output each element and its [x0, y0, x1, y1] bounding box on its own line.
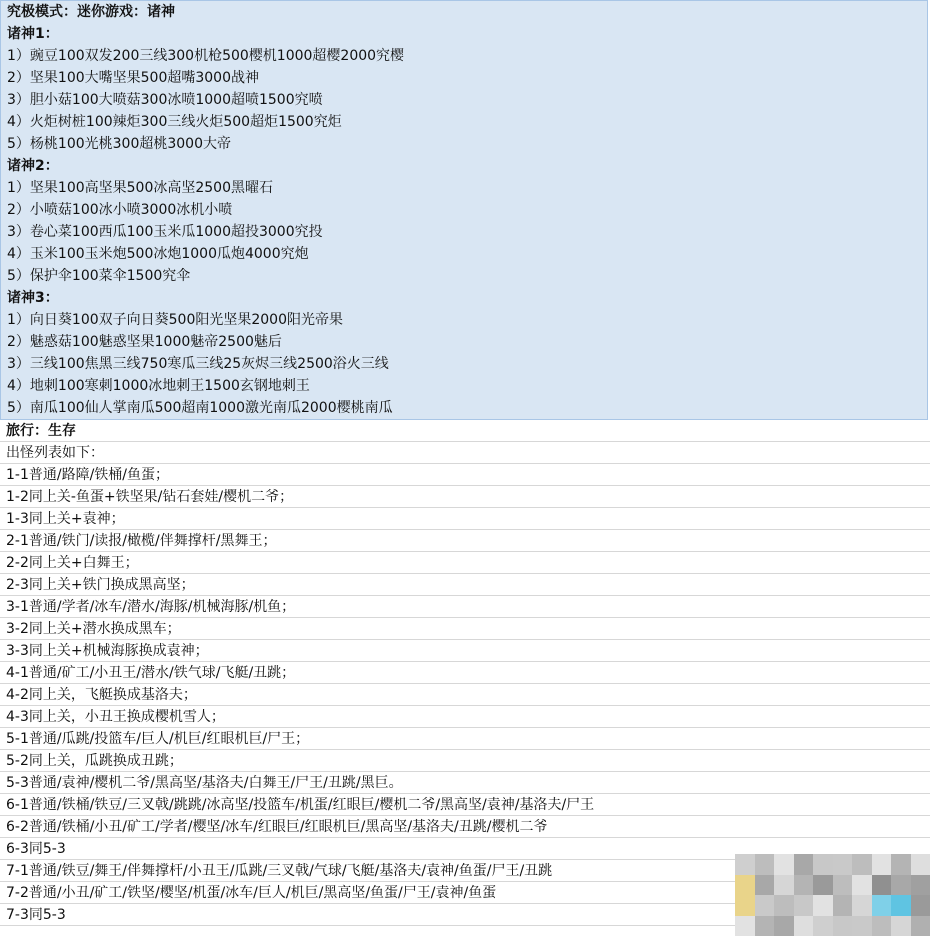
- upgrade-line: 1）向日葵100双子向日葵500阳光坚果2000阳光帝果: [7, 312, 343, 328]
- upgrade-line: 1）豌豆100双发200三线300机枪500樱机1000超樱2000究樱: [7, 48, 405, 64]
- table-cell: 4-3同上关，小丑王换成樱机雪人；: [6, 709, 225, 725]
- table-row: [0, 794, 930, 816]
- mosaic-tile: [774, 895, 794, 916]
- table-cell: 3-2同上关+潜水换成黑车；: [6, 621, 181, 637]
- table-row: [0, 618, 930, 640]
- table-cell: 5-3普通/袁神/樱机二爷/黑高坚/基洛夫/白舞王/尸王/丑跳/黑巨。: [6, 775, 403, 791]
- mosaic-tile: [872, 854, 892, 875]
- mosaic-tile: [872, 875, 892, 896]
- table-row: [0, 684, 930, 706]
- table-cell: 出怪列表如下：: [6, 445, 104, 461]
- section-heading: 诸神1：: [7, 26, 59, 42]
- table-row: [0, 486, 930, 508]
- table-cell: 1-2同上关-鱼蛋+铁坚果/钻石套娃/樱机二爷；: [6, 489, 294, 505]
- table-cell: 6-1普通/铁桶/铁豆/三叉戟/跳跳/冰高坚/投篮车/机蛋/红眼巨/樱机二爷/黑高坚/袁神/基洛夫/尸王: [6, 797, 595, 813]
- table-cell: 2-3同上关+铁门换成黑高坚；: [6, 577, 195, 593]
- table-cell: 7-2普通/小丑/矿工/铁坚/樱坚/机蛋/冰车/巨人/机巨/黑高坚/鱼蛋/尸王/袁神/鱼蛋: [6, 885, 497, 901]
- table-heading: 旅行：生存: [6, 423, 76, 439]
- section-heading: 诸神3：: [7, 290, 59, 306]
- mosaic-tile: [852, 854, 872, 875]
- mosaic-tile: [794, 916, 814, 936]
- upgrade-line: 2）小喷菇100冰小喷3000冰机小喷: [7, 202, 233, 218]
- mosaic-tile: [891, 854, 911, 875]
- mosaic-tile: [794, 895, 814, 916]
- mosaic-tile: [813, 854, 833, 875]
- mosaic-tile: [735, 875, 755, 896]
- table-row: [0, 728, 930, 750]
- mosaic-tile: [755, 854, 775, 875]
- mosaic-tile: [735, 916, 755, 936]
- upgrade-line: 4）地刺100寒刺1000冰地刺王1500玄钢地刺王: [7, 378, 310, 394]
- mosaic-tile: [872, 916, 892, 936]
- pixelated-watermark: [735, 854, 930, 936]
- table-cell: 1-1普通/路障/铁桶/鱼蛋；: [6, 467, 170, 483]
- mosaic-tile: [813, 916, 833, 936]
- mosaic-tile: [911, 895, 930, 916]
- mosaic-tile: [891, 895, 911, 916]
- table-row: [0, 640, 930, 662]
- table-row: [0, 596, 930, 618]
- section-heading: 究极模式：迷你游戏：诸神: [7, 4, 175, 20]
- table-cell: 2-1普通/铁门/读报/橄榄/伴舞撑杆/黑舞王；: [6, 533, 277, 549]
- mosaic-tile: [833, 916, 853, 936]
- mosaic-tile: [813, 875, 833, 896]
- upgrade-line: 5）杨桃100光桃300超桃3000大帝: [7, 136, 231, 152]
- table-row: [0, 552, 930, 574]
- table-cell: 2-2同上关+白舞王；: [6, 555, 139, 571]
- table-cell: 7-1普通/铁豆/舞王/伴舞撑杆/小丑王/瓜跳/三叉戟/气球/飞艇/基洛夫/袁神/鱼蛋/尸王/丑跳: [6, 863, 553, 879]
- mosaic-tile: [852, 895, 872, 916]
- mosaic-tile: [891, 875, 911, 896]
- section-heading: 诸神2：: [7, 158, 59, 174]
- upgrade-line: 1）坚果100高坚果500冰高坚2500黑曜石: [7, 180, 273, 196]
- mosaic-tile: [872, 895, 892, 916]
- mosaic-tile: [852, 916, 872, 936]
- upgrade-line: 4）玉米100玉米炮500冰炮1000瓜炮4000究炮: [7, 246, 309, 262]
- upgrade-line: 4）火炬树桩100辣炬300三线火炬500超炬1500究炬: [7, 114, 342, 130]
- mosaic-tile: [774, 916, 794, 936]
- mosaic-tile: [911, 916, 930, 936]
- table-row: [0, 420, 930, 442]
- mosaic-tile: [794, 875, 814, 896]
- table-cell: 4-1普通/矿工/小丑王/潜水/铁气球/飞艇/丑跳；: [6, 665, 296, 681]
- mosaic-tile: [755, 895, 775, 916]
- table-row: [0, 464, 930, 486]
- table-cell: 7-3同5-3: [6, 907, 66, 923]
- table-cell: 1-3同上关+袁神；: [6, 511, 125, 527]
- table-cell: 6-3同5-3: [6, 841, 66, 857]
- mosaic-tile: [833, 875, 853, 896]
- plant-upgrade-panel: [0, 0, 928, 420]
- mosaic-tile: [735, 854, 755, 875]
- table-cell: 4-2同上关，飞艇换成基洛夫；: [6, 687, 197, 703]
- table-row: [0, 772, 930, 794]
- mosaic-tile: [774, 875, 794, 896]
- table-row: [0, 816, 930, 838]
- mosaic-tile: [833, 895, 853, 916]
- mosaic-tile: [735, 895, 755, 916]
- mosaic-tile: [794, 854, 814, 875]
- mosaic-tile: [833, 854, 853, 875]
- table-row: [0, 706, 930, 728]
- table-row: [0, 508, 930, 530]
- table-row: [0, 574, 930, 596]
- mosaic-tile: [755, 916, 775, 936]
- upgrade-line: 3）胆小菇100大喷菇300冰喷1000超喷1500究喷: [7, 92, 323, 108]
- mosaic-tile: [813, 895, 833, 916]
- table-row: [0, 442, 930, 464]
- table-cell: 5-1普通/瓜跳/投篮车/巨人/机巨/红眼机巨/尸王；: [6, 731, 310, 747]
- mosaic-tile: [891, 916, 911, 936]
- mosaic-tile: [852, 875, 872, 896]
- table-row: [0, 530, 930, 552]
- mosaic-tile: [774, 854, 794, 875]
- table-row: [0, 662, 930, 684]
- upgrade-line: 3）卷心菜100西瓜100玉米瓜1000超投3000究投: [7, 224, 323, 240]
- table-cell: 3-3同上关+机械海豚换成袁神；: [6, 643, 209, 659]
- table-cell: 6-2普通/铁桶/小丑/矿工/学者/樱坚/冰车/红眼巨/红眼机巨/黑高坚/基洛夫/丑跳/樱机二爷: [6, 819, 548, 835]
- upgrade-line: 2）坚果100大嘴坚果500超嘴3000战神: [7, 70, 259, 86]
- upgrade-line: 3）三线100焦黑三线750寒瓜三线25灰烬三线2500浴火三线: [7, 356, 389, 372]
- table-row: [0, 750, 930, 772]
- upgrade-line: 5）南瓜100仙人掌南瓜500超南1000激光南瓜2000樱桃南瓜: [7, 400, 393, 416]
- upgrade-line: 2）魅惑菇100魅惑坚果1000魅帝2500魅后: [7, 334, 282, 350]
- mosaic-tile: [911, 854, 930, 875]
- mosaic-tile: [911, 875, 930, 896]
- mosaic-tile: [755, 875, 775, 896]
- table-cell: 5-2同上关，瓜跳换成丑跳；: [6, 753, 183, 769]
- table-cell: 3-1普通/学者/冰车/潜水/海豚/机械海豚/机鱼；: [6, 599, 296, 615]
- upgrade-line: 5）保护伞100菜伞1500究伞: [7, 268, 191, 284]
